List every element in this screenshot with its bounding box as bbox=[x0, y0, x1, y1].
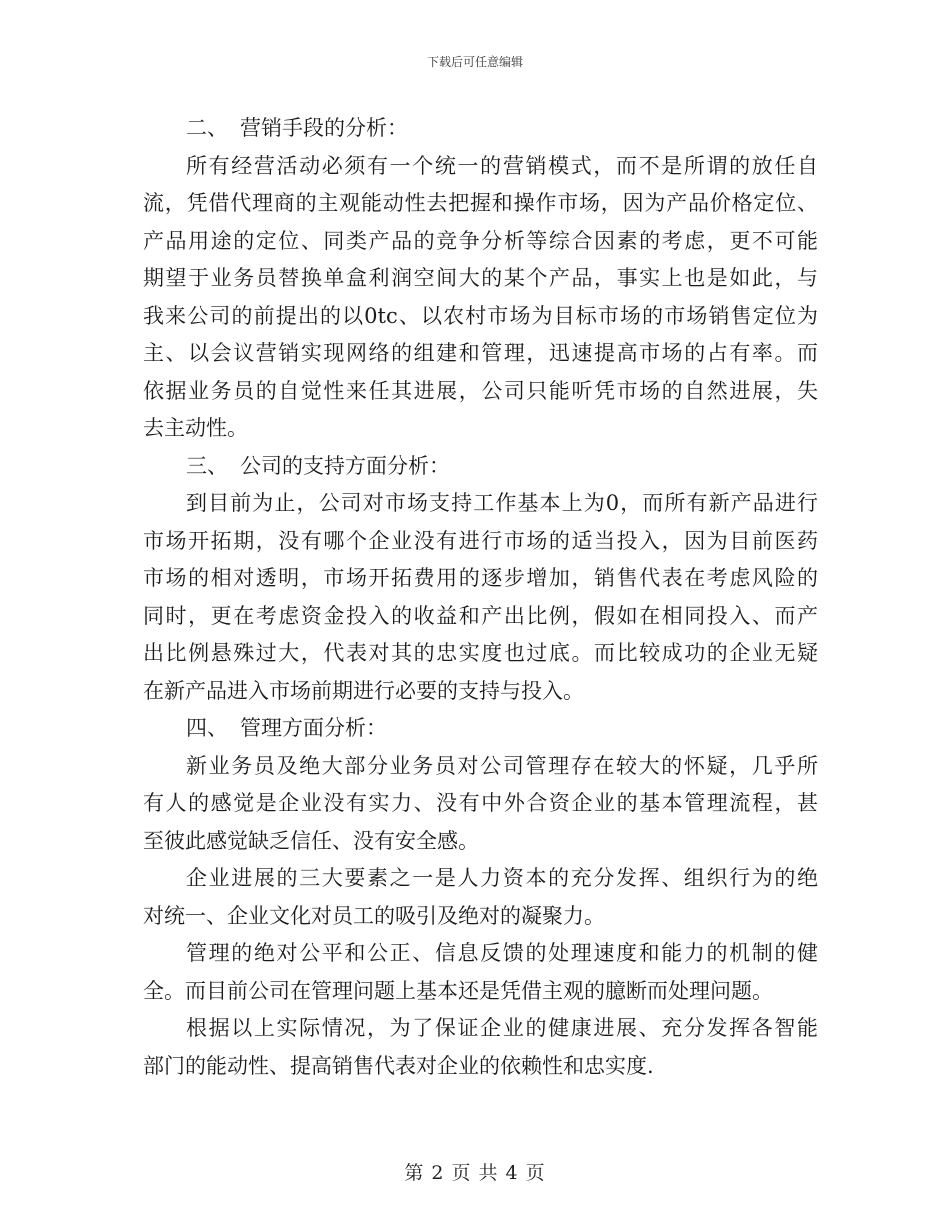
paragraph-line: 我来公司的前提出的以0tc、以农村市场为目标市场的市场销售定位为 bbox=[143, 303, 818, 328]
page-footer: 第 2 页 共 4 页 bbox=[404, 1162, 546, 1184]
paragraph-line: 企业进展的三大要素之一是人力资本的充分发挥、组织行为的绝 bbox=[186, 866, 818, 890]
section-heading bbox=[143, 448, 818, 486]
paragraph-line: 去主动性。 bbox=[143, 416, 248, 440]
paragraph-line: 部门的能动性、提高销售代表对企业的依赖性和忠实度. bbox=[143, 1053, 654, 1078]
paragraph-line: 出比例悬殊过大，代表对其的忠实度也过底。而比较成功的企业无疑 bbox=[143, 641, 818, 665]
paragraph-line: 有人的感觉是企业没有实力、没有中外合资企业的基本管理流程，甚 bbox=[143, 791, 818, 815]
paragraph-line: 全。而目前公司在管理问题上基本还是凭借主观的臆断而处理问题。 bbox=[143, 978, 773, 1003]
section-heading bbox=[143, 710, 818, 748]
paragraph-line: 市场的相对透明，市场开拓费用的逐步增加，销售代表在考虑风险的 bbox=[143, 566, 818, 590]
paragraph-line: 同时，更在考虑资金投入的收益和产出比例，假如在相同投入、而产 bbox=[143, 603, 818, 628]
paragraph-line: 对统一、企业文化对员工的吸引及绝对的凝聚力。 bbox=[143, 903, 605, 928]
section-title: 营销手段的分析： bbox=[240, 116, 408, 140]
section-title: 公司的支持方面分析： bbox=[240, 453, 450, 478]
paragraph-line: 新业务员及绝大部分业务员对公司管理存在较大的怀疑，几乎所 bbox=[186, 753, 818, 778]
paragraph-line: 期望于业务员替换单盒利润空间大的某个产品，事实上也是如此，与 bbox=[143, 266, 818, 290]
paragraph-line: 流，凭借代理商的主观能动性去把握和操作市场，因为产品价格定位、 bbox=[143, 191, 818, 215]
section-number: 四、 bbox=[186, 716, 228, 740]
paragraph-line: 至彼此感觉缺乏信任、没有安全感。 bbox=[143, 828, 479, 853]
paragraph-line: 依据业务员的自觉性来任其进展，公司只能听凭市场的自然进展，失 bbox=[143, 378, 818, 403]
paragraph-line: 到目前为止，公司对市场支持工作基本上为0，而所有新产品进行 bbox=[186, 491, 818, 515]
section-number: 二、 bbox=[186, 116, 228, 140]
paragraph-line: 产品用途的定位、同类产品的竞争分析等综合因素的考虑，更不可能 bbox=[143, 228, 818, 253]
paragraph-line: 主、以会议营销实现网络的组建和管理，迅速提高市场的占有率。而 bbox=[143, 341, 818, 365]
paragraph-line: 所有经营活动必须有一个统一的营销模式，而不是所谓的放任自 bbox=[186, 153, 818, 178]
paragraph-line: 管理的绝对公平和公正、信息反馈的处理速度和能力的机制的健 bbox=[186, 941, 818, 965]
header-note: 下载后可任意编辑 bbox=[426, 55, 523, 69]
paragraph-line: 在新产品进入市场前期进行必要的支持与投入。 bbox=[143, 678, 584, 703]
section-title: 管理方面分析： bbox=[240, 716, 387, 740]
section-heading bbox=[143, 110, 818, 148]
paragraph-line: 市场开拓期，没有哪个企业没有进行市场的适当投入，因为目前医药 bbox=[143, 528, 818, 553]
document-body bbox=[143, 110, 818, 1085]
section-number: 三、 bbox=[186, 453, 228, 478]
paragraph-line: 根据以上实际情况，为了保证企业的健康进展、充分发挥各智能 bbox=[186, 1016, 818, 1040]
